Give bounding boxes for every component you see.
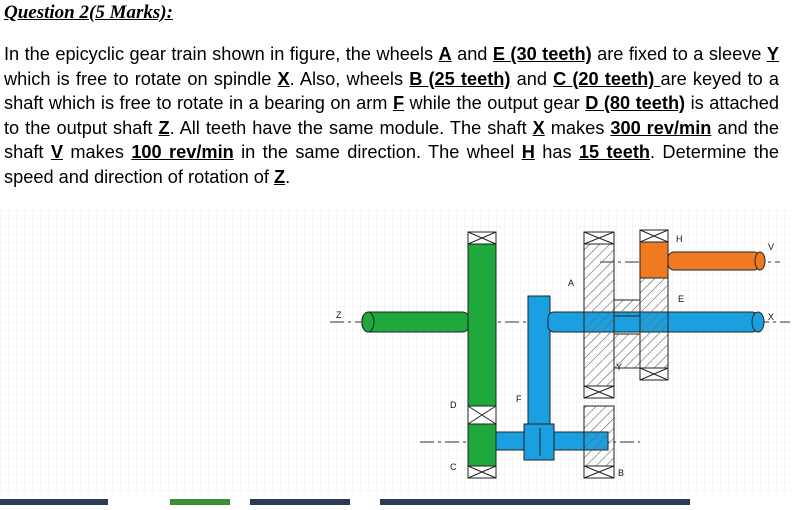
highlighted-term: 15 teeth — [578, 142, 650, 163]
shaft-v-end — [755, 252, 765, 270]
shaft-x-end — [752, 312, 764, 332]
highlighted-term: H — [521, 142, 535, 163]
gear-h — [640, 240, 668, 278]
label-b: B — [618, 468, 625, 478]
paragraph-text: . All teeth have the same module. The shaft — [169, 117, 533, 138]
paragraph-text: . Also, wheels — [289, 68, 410, 89]
paragraph-text: In the epicyclic gear train shown in figure, the wheels — [4, 44, 439, 64]
label-d: D — [450, 400, 457, 410]
highlighted-term: Z — [158, 117, 170, 138]
highlighted-term: X — [277, 68, 290, 89]
label-z: Z — [336, 310, 342, 320]
paragraph-text: and — [451, 44, 493, 64]
label-f: F — [516, 394, 522, 404]
highlighted-term: D (80 teeth) — [585, 93, 686, 114]
highlighted-term: 100 rev/min — [131, 142, 234, 163]
paragraph-text: in the same direction. The wheel — [233, 142, 522, 163]
highlighted-term: Y — [766, 44, 779, 64]
label-h: H — [676, 234, 683, 244]
highlighted-term: 300 rev/min — [610, 117, 712, 138]
gear-train-figure — [0, 210, 792, 492]
paragraph-text: which is free to rotate on spindle — [4, 68, 278, 89]
paragraph-text: has — [534, 142, 579, 163]
paragraph-text: makes — [544, 117, 611, 138]
bar-seg-2 — [170, 499, 230, 505]
paragraph-text: makes — [62, 142, 132, 163]
paragraph-text: is attached to the output shaft — [4, 93, 779, 138]
shaft-z-end — [362, 312, 374, 332]
paragraph-text: and — [510, 68, 554, 89]
paragraph-text: are keyed to a shaft which is free to rotate in a bearing on arm — [4, 68, 780, 114]
label-e: E — [678, 294, 685, 304]
bar-seg-3 — [250, 499, 350, 505]
paragraph-text: and the shaft — [4, 117, 780, 163]
question-paragraph — [4, 42, 779, 190]
highlighted-term: B (25 teeth) — [409, 68, 511, 89]
highlighted-term: A — [438, 44, 452, 64]
bar-seg-4 — [380, 499, 690, 505]
label-v: V — [768, 242, 775, 252]
highlighted-term: Z — [273, 166, 286, 187]
paragraph-text: while the output gear — [404, 93, 586, 114]
label-c: C — [450, 462, 457, 472]
label-y: Y — [616, 362, 623, 372]
bottom-bar-segments — [0, 499, 792, 505]
bearing-arm-f — [524, 424, 554, 460]
highlighted-term: E (30 teeth) — [492, 44, 592, 64]
shaft-v — [668, 252, 760, 270]
highlighted-term: C (20 teeth) — [553, 68, 661, 89]
highlighted-term: F — [392, 93, 405, 114]
gear-a — [584, 238, 614, 388]
sleeve-y-upper — [614, 300, 640, 316]
gear-b — [584, 406, 614, 466]
shaft-z — [362, 312, 470, 332]
gear-d — [468, 240, 496, 470]
paragraph-text: . Determine the speed and direction of rotation of — [4, 142, 779, 187]
paragraph-text: . — [285, 166, 291, 187]
highlighted-term: V — [50, 142, 63, 163]
page-bottom-bar — [0, 492, 792, 498]
paragraph-text: are fixed to a sleeve — [591, 44, 767, 64]
bar-seg-1 — [0, 499, 108, 505]
highlighted-term: X — [532, 117, 545, 138]
label-a: A — [568, 278, 575, 288]
label-x: X — [768, 312, 775, 322]
question-heading: Question 2(5 Marks): — [4, 2, 173, 23]
